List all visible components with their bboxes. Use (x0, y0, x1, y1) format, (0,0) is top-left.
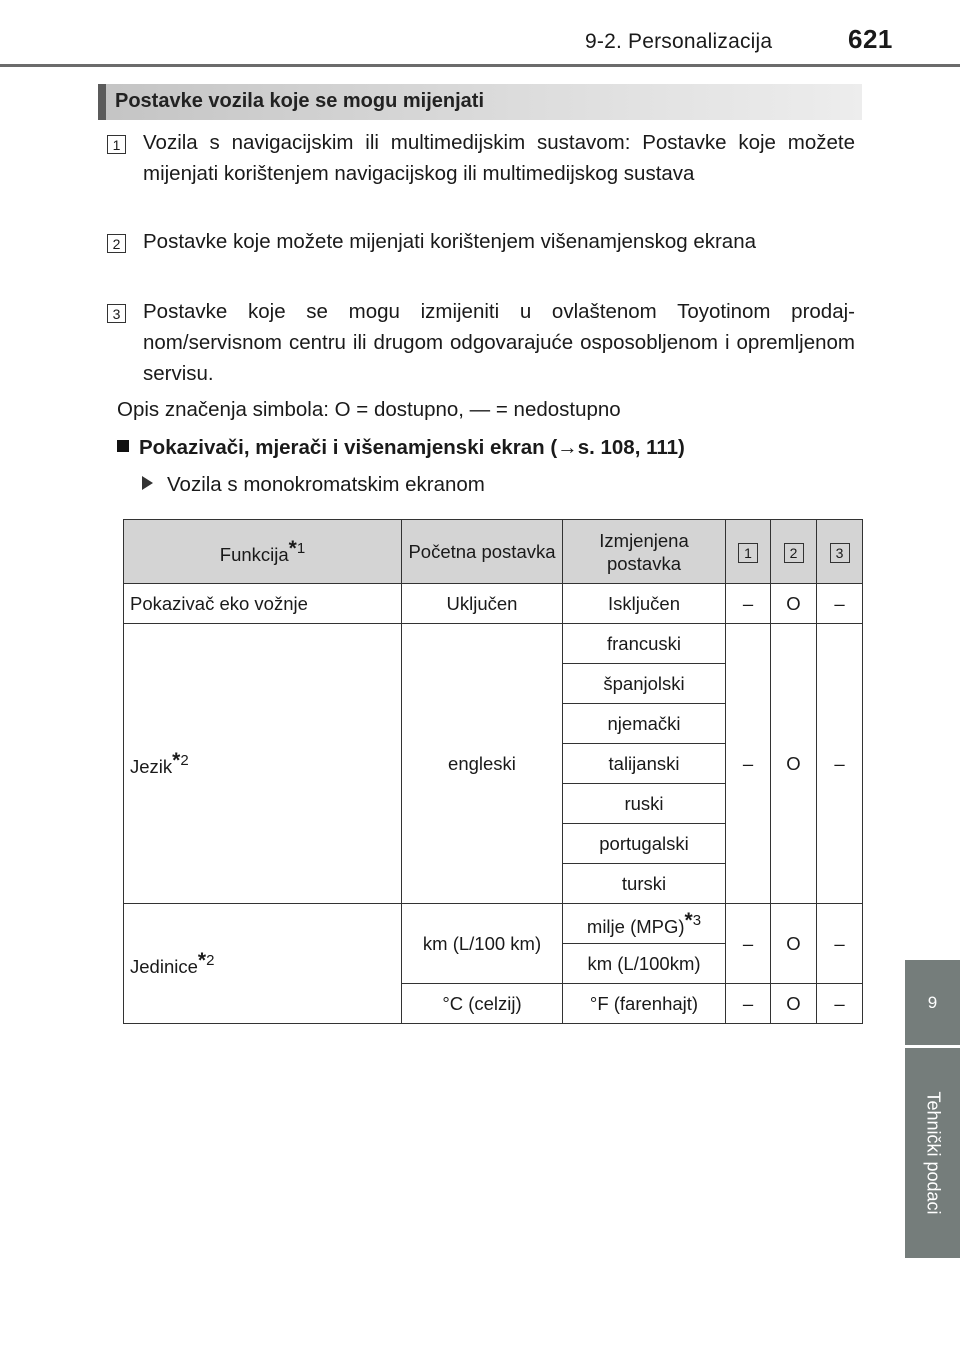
cell-changed: portugalski (563, 824, 726, 864)
subsection-heading-text: Pokazivači, mjerači i višenamjenski ekran (→s. 108, 111) (139, 436, 685, 459)
chapter-label: Tehnički podaci (923, 1091, 943, 1215)
item-text: Postavke koje se mogu izmijeniti u ovlaštenom Toyotinom prodaj-nom/servisnom centru ili drugom odgovarajuće osposobljenom i opremljenom servisu. (143, 300, 855, 385)
cell-c2: O (771, 584, 817, 624)
chapter-number: 9 (927, 992, 938, 1012)
header-col3 (817, 520, 863, 584)
section-heading-text: Postavke vozila koje se mogu mijenjati (115, 90, 485, 112)
cell-c2: O (771, 904, 817, 984)
table-row (124, 584, 863, 624)
cell-function: Jedinice$^{*2}$ (124, 904, 402, 1024)
section-title-header: 9-2. Personalizacija (585, 30, 773, 53)
table-row (124, 904, 863, 944)
header-changed: Izmjenjena postavka (563, 520, 726, 584)
cell-initial: Uključen (402, 584, 563, 624)
cell-changed: Isključen (563, 584, 726, 624)
cell-initial: °C (celzij) (402, 984, 563, 1024)
header-col1 (726, 520, 771, 584)
subsection-heading (117, 436, 685, 460)
header-initial: Početna postavka (402, 520, 563, 584)
cell-changed: km (L/100km) (563, 944, 726, 984)
triangle-bullet-icon (142, 476, 153, 490)
cell-c3: – (817, 984, 863, 1024)
section-heading-bar (98, 84, 106, 120)
table-header-row (124, 520, 863, 584)
header-function: Funkcija$^{*1}$ (124, 520, 402, 584)
item-text: Postavke koje možete mijenjati korištenjem višenamjenskog ekrana (143, 230, 757, 253)
cell-c3: – (817, 904, 863, 984)
subsubsection-heading-text: Vozila s monokromatskim ekranom (167, 473, 485, 496)
chapter-tab-number (905, 960, 960, 1045)
cell-changed: španjolski (563, 664, 726, 704)
cell-c1: – (726, 904, 771, 984)
item-number-badge: 1 (107, 135, 126, 154)
table-row (124, 624, 863, 664)
cell-c1: – (726, 584, 771, 624)
item-number-badge: 2 (107, 234, 126, 253)
cell-function: Jezik$^{*2}$ (124, 624, 402, 904)
item-number-badge: 3 (107, 304, 126, 323)
cell-c2: O (771, 624, 817, 904)
settings-table (123, 519, 863, 1024)
cell-function: Pokazivač eko vožnje (124, 584, 402, 624)
cell-c2: O (771, 984, 817, 1024)
cell-changed: njemački (563, 704, 726, 744)
cell-c1: – (726, 984, 771, 1024)
cell-initial: km (L/100 km) (402, 904, 563, 984)
symbol-description: Opis značenja simbola: O = dostupno, — = nedostupno (117, 398, 621, 421)
cell-changed: °F (farenhajt) (563, 984, 726, 1024)
column-number-badge: 2 (784, 543, 804, 563)
chapter-tab-label (905, 1048, 960, 1258)
header-col2 (771, 520, 817, 584)
item-text: Vozila s navigacijskim ili multimedijskim sustavom: Postavke koje možete mijenjati korištenjem navigacijskog ili multimedijskog sustava (143, 131, 855, 185)
cell-changed: talijanski (563, 744, 726, 784)
cell-c3: – (817, 624, 863, 904)
square-bullet-icon (117, 440, 129, 452)
cell-c1: – (726, 624, 771, 904)
cell-changed: francuski (563, 624, 726, 664)
page-number: 621 (848, 24, 893, 54)
header-rule (0, 64, 960, 67)
cell-c3: – (817, 584, 863, 624)
cell-changed: turski (563, 864, 726, 904)
cell-changed: ruski (563, 784, 726, 824)
section-heading (98, 84, 862, 120)
subsubsection-heading (142, 473, 485, 497)
cell-changed: milje (MPG)$^{*3}$ (563, 904, 726, 944)
cell-initial: engleski (402, 624, 563, 904)
column-number-badge: 1 (738, 543, 758, 563)
column-number-badge: 3 (830, 543, 850, 563)
